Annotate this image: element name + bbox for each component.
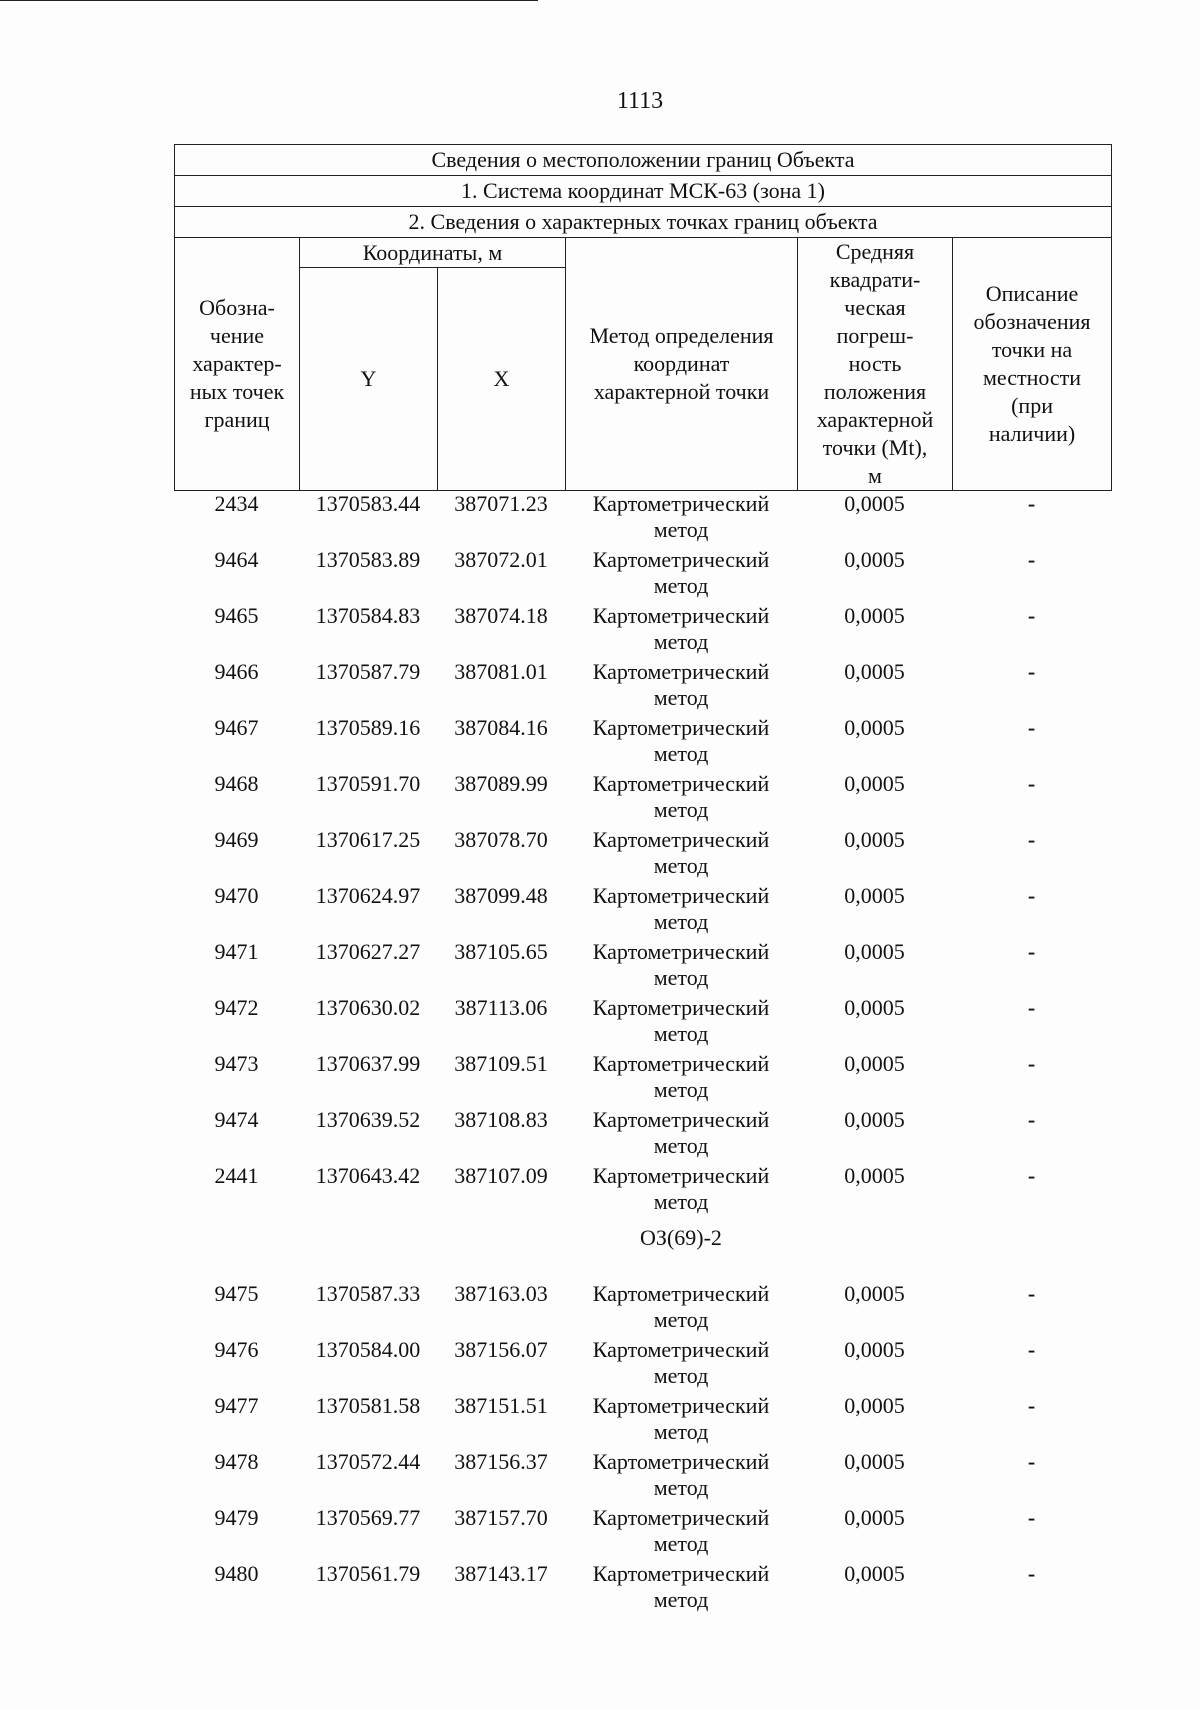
point-number: 2434 xyxy=(214,491,259,516)
coord-y: 1370572.44 xyxy=(315,1449,421,1474)
error-value: 0,0005 xyxy=(844,1393,905,1418)
error-value: 0,0005 xyxy=(844,1449,905,1474)
point-number: 9467 xyxy=(214,715,259,740)
col-header-method: Метод определения координат характерной точки xyxy=(566,238,798,491)
description: - xyxy=(1027,491,1036,516)
point-number: 9476 xyxy=(214,1337,259,1362)
method: Картометрический метод xyxy=(592,491,770,542)
coordinate-system-title: 1. Система координат МСК-63 (зона 1) xyxy=(175,176,1112,207)
point-number: 2441 xyxy=(214,1163,259,1188)
coord-x: 387078.70 xyxy=(454,827,548,852)
coord-y: 1370581.58 xyxy=(315,1393,421,1418)
description: - xyxy=(1027,1505,1036,1530)
coord-x: 387084.16 xyxy=(454,715,548,740)
description: - xyxy=(1027,883,1036,908)
method: Картометрический метод xyxy=(592,1107,770,1158)
point-number: 9470 xyxy=(214,883,259,908)
col-header-description: Описание обозначения точки на местности (при наличии) xyxy=(953,238,1112,491)
coord-y: 1370584.00 xyxy=(315,1337,421,1362)
table-row xyxy=(174,1163,1111,1219)
table-row xyxy=(174,939,1111,995)
error-value: 0,0005 xyxy=(844,659,905,684)
coord-x: 387156.37 xyxy=(454,1449,548,1474)
point-number: 9471 xyxy=(214,939,259,964)
table-row xyxy=(174,1505,1111,1561)
coord-x: 387072.01 xyxy=(454,547,548,572)
description: - xyxy=(1027,1449,1036,1474)
method: Картометрический метод xyxy=(592,1449,770,1500)
method: Картометрический метод xyxy=(592,715,770,766)
method: Картометрический метод xyxy=(592,771,770,822)
method: Картометрический метод xyxy=(592,1281,770,1332)
method: Картометрический метод xyxy=(592,547,770,598)
coord-y: 1370637.99 xyxy=(315,1051,421,1076)
coord-y: 1370627.27 xyxy=(315,939,421,964)
coord-y: 1370617.25 xyxy=(315,827,421,852)
coord-x: 387151.51 xyxy=(454,1393,548,1418)
point-number: 9468 xyxy=(214,771,259,796)
description: - xyxy=(1027,1561,1036,1586)
coord-x: 387108.83 xyxy=(454,1107,548,1132)
coord-y: 1370583.44 xyxy=(315,491,421,516)
point-number: 9477 xyxy=(214,1393,259,1418)
coord-x: 387113.06 xyxy=(454,995,548,1020)
coord-x: 387109.51 xyxy=(454,1051,548,1076)
method: Картометрический метод xyxy=(592,939,770,990)
table-row xyxy=(174,715,1111,771)
point-number: 9474 xyxy=(214,1107,259,1132)
top-rule xyxy=(0,0,538,1)
coord-y: 1370643.42 xyxy=(315,1163,421,1188)
table-row xyxy=(174,603,1111,659)
point-number: 9473 xyxy=(214,1051,259,1076)
point-number: 9480 xyxy=(214,1561,259,1586)
error-value: 0,0005 xyxy=(844,1505,905,1530)
coord-y: 1370624.97 xyxy=(315,883,421,908)
method: Картометрический метод xyxy=(592,827,770,878)
table-row xyxy=(174,1337,1111,1393)
document-page xyxy=(174,144,1111,1617)
table-row xyxy=(174,491,1111,547)
point-number: 9472 xyxy=(214,995,259,1020)
description: - xyxy=(1027,547,1036,572)
error-value: 0,0005 xyxy=(844,1107,905,1132)
coord-y: 1370630.02 xyxy=(315,995,421,1020)
method: Картометрический метод xyxy=(592,603,770,654)
point-number: 9469 xyxy=(214,827,259,852)
method: Картометрический метод xyxy=(592,1337,770,1388)
method: Картометрический метод xyxy=(592,1505,770,1556)
coord-y: 1370587.33 xyxy=(315,1281,421,1306)
coord-x: 387071.23 xyxy=(454,491,548,516)
coord-y: 1370569.77 xyxy=(315,1505,421,1530)
error-value: 0,0005 xyxy=(844,827,905,852)
point-number: 9466 xyxy=(214,659,259,684)
col-header-coordinates: Координаты, м xyxy=(300,238,566,268)
coord-y: 1370587.79 xyxy=(315,659,421,684)
table-row xyxy=(174,1051,1111,1107)
col-header-y: Y xyxy=(300,268,438,491)
method: Картометрический метод xyxy=(592,1051,770,1102)
error-value: 0,0005 xyxy=(844,995,905,1020)
error-value: 0,0005 xyxy=(844,491,905,516)
coord-x: 387163.03 xyxy=(454,1281,548,1306)
coord-x: 387157.70 xyxy=(454,1505,548,1530)
table-row xyxy=(174,1561,1111,1617)
error-value: 0,0005 xyxy=(844,1281,905,1306)
table-title: Сведения о местоположении границ Объекта xyxy=(175,145,1112,176)
error-value: 0,0005 xyxy=(844,883,905,908)
description: - xyxy=(1027,995,1036,1020)
table-row xyxy=(174,995,1111,1051)
point-number: 9464 xyxy=(214,547,259,572)
col-header-x: X xyxy=(438,268,566,491)
error-value: 0,0005 xyxy=(844,603,905,628)
method: Картометрический метод xyxy=(592,995,770,1046)
method: Картометрический метод xyxy=(592,1163,770,1214)
error-value: 0,0005 xyxy=(844,771,905,796)
error-value: 0,0005 xyxy=(844,1561,905,1586)
table-row xyxy=(174,1281,1111,1337)
description: - xyxy=(1027,715,1036,740)
method: Картометрический метод xyxy=(592,1393,770,1444)
method: Картометрический метод xyxy=(592,1561,770,1612)
description: - xyxy=(1027,771,1036,796)
col-header-designation: Обозна- чение характер- ных точек границ xyxy=(175,238,300,491)
coord-y: 1370561.79 xyxy=(315,1561,421,1586)
method: Картометрический метод xyxy=(592,659,770,710)
table-row xyxy=(174,547,1111,603)
method: Картометрический метод xyxy=(592,883,770,934)
col-header-error: Средняя квадрати- ческая погреш- ность положения характерной точки (Mt), м xyxy=(798,238,953,491)
description: - xyxy=(1027,1337,1036,1362)
coord-x: 387156.07 xyxy=(454,1337,548,1362)
points-table xyxy=(174,491,1111,1617)
coord-x: 387099.48 xyxy=(454,883,548,908)
coord-x: 387143.17 xyxy=(454,1561,548,1586)
table-row xyxy=(174,1449,1111,1505)
page-number: 1113 xyxy=(616,88,664,114)
error-value: 0,0005 xyxy=(844,547,905,572)
error-value: 0,0005 xyxy=(844,1163,905,1188)
table-row xyxy=(174,771,1111,827)
point-number: 9479 xyxy=(214,1505,259,1530)
coord-y: 1370584.83 xyxy=(315,603,421,628)
table-row xyxy=(174,1393,1111,1449)
description: - xyxy=(1027,939,1036,964)
point-number: 9478 xyxy=(214,1449,259,1474)
description: - xyxy=(1027,1393,1036,1418)
error-value: 0,0005 xyxy=(844,939,905,964)
table-row xyxy=(174,659,1111,715)
coord-y: 1370639.52 xyxy=(315,1107,421,1132)
description: - xyxy=(1027,603,1036,628)
coord-y: 1370591.70 xyxy=(315,771,421,796)
description: - xyxy=(1027,1163,1036,1188)
coord-x: 387081.01 xyxy=(454,659,548,684)
coord-x: 387105.65 xyxy=(454,939,548,964)
points-section-title: 2. Сведения о характерных точках границ объекта xyxy=(175,207,1112,238)
coord-y: 1370583.89 xyxy=(315,547,421,572)
error-value: 0,0005 xyxy=(844,1337,905,1362)
table-row xyxy=(174,883,1111,939)
coord-x: 387107.09 xyxy=(454,1163,548,1188)
section-label: ОЗ(69)-2 xyxy=(640,1225,722,1250)
description: - xyxy=(1027,1281,1036,1306)
description: - xyxy=(1027,1107,1036,1132)
table-row xyxy=(174,1107,1111,1163)
coord-y: 1370589.16 xyxy=(315,715,421,740)
point-number: 9465 xyxy=(214,603,259,628)
description: - xyxy=(1027,659,1036,684)
point-number: 9475 xyxy=(214,1281,259,1306)
error-value: 0,0005 xyxy=(844,715,905,740)
error-value: 0,0005 xyxy=(844,1051,905,1076)
coord-x: 387089.99 xyxy=(454,771,548,796)
table-row xyxy=(174,827,1111,883)
description: - xyxy=(1027,1051,1036,1076)
coord-x: 387074.18 xyxy=(454,603,548,628)
table-header xyxy=(174,144,1112,491)
description: - xyxy=(1027,827,1036,852)
